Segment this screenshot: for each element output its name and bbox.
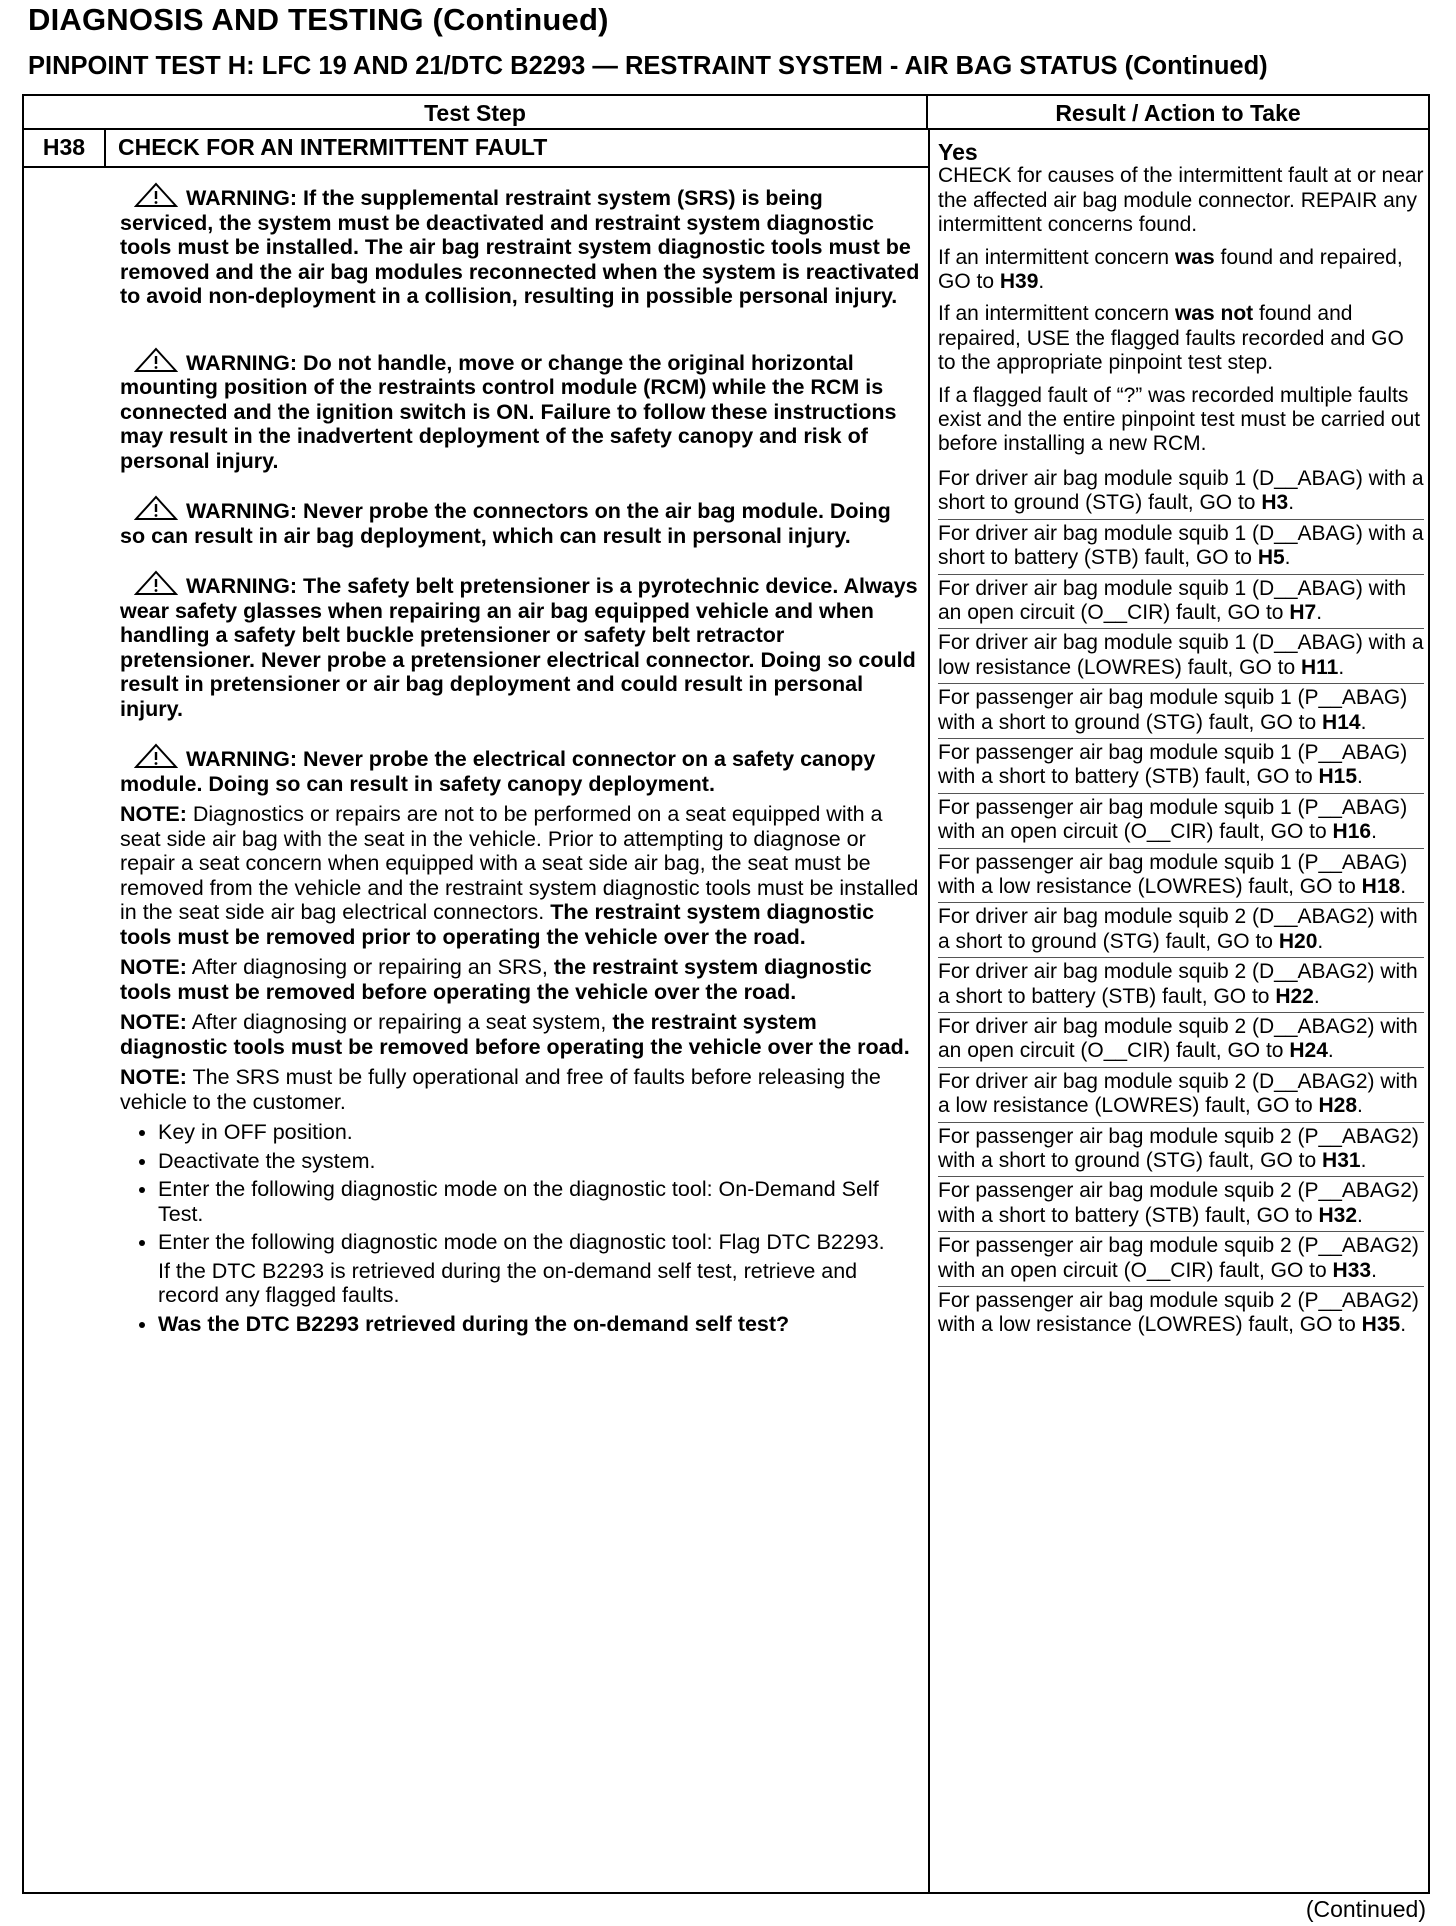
test-step-content xyxy=(120,182,920,1340)
fault-action-item: For driver air bag module squib 2 (D__ABAG2) with a short to ground (STG) fault, GO to H20. xyxy=(938,902,1424,957)
go-to-text: GO to xyxy=(1270,1258,1327,1282)
procedure-question-list xyxy=(120,1312,920,1337)
warning-triangle-icon xyxy=(134,743,178,769)
warning-triangle-icon xyxy=(134,347,178,373)
procedure-step: • Enter the following diagnostic mode on the diagnostic tool: On-Demand Self Test. xyxy=(158,1177,920,1226)
note-text: After diagnosing or repairing a seat system, xyxy=(191,1010,607,1034)
fault-action-list xyxy=(938,465,1424,1341)
fault-description: For driver air bag module squib 2 (D__ABAG2) with a short to battery (STB) fault, xyxy=(938,960,1418,1008)
result-multiple-faults: If a flagged fault of “?” was recorded multiple faults exist and the entire pinpoint test must be carried out before installing a new RCM. xyxy=(938,383,1421,456)
result-text: found and repaired, GO to xyxy=(938,245,1403,294)
note-bold-text: the restraint system diagnostic tools must be removed before operating the vehicle over the road. xyxy=(120,955,872,1004)
page-title: DIAGNOSIS AND TESTING (Continued) xyxy=(28,2,609,37)
note-text: After diagnosing or repairing an SRS, xyxy=(191,955,548,979)
fault-description: For driver air bag module squib 2 (D__ABAG2) with a short to ground (STG) fault, xyxy=(938,905,1418,953)
step-reference: H11 xyxy=(1300,655,1339,679)
result-yes-text: CHECK for causes of the intermittent fault at or near the affected air bag module connector. REPAIR any intermittent concerns found. xyxy=(938,164,1424,237)
result-text: If an intermittent concern xyxy=(938,302,1170,326)
warning-text: WARNING: Do not handle, move or change the original horizontal mounting position of the restraints control module (RCM) while the RCM is connected and the ignition switch is ON. Failure to follow these instructions may result in the inadvertent deployment of the safety canopy and risk of personal injury. xyxy=(120,350,897,473)
procedure-question: • Was the DTC B2293 retrieved during the on-demand self test? xyxy=(158,1312,920,1337)
warning-srs xyxy=(120,182,920,309)
warning-triangle-icon xyxy=(134,495,178,521)
fault-action-item: For driver air bag module squib 2 (D__ABAG2) with a short to battery (STB) fault, GO to H22. xyxy=(938,957,1424,1012)
warning-rcm xyxy=(120,347,920,474)
go-to-text: GO to xyxy=(1195,546,1252,570)
note-label: NOTE: xyxy=(120,1010,187,1034)
fault-description: For driver air bag module squib 1 (D__ABAG) with an open circuit (O__CIR) fault, xyxy=(938,576,1407,624)
go-to-text: GO to xyxy=(1256,1203,1313,1227)
procedure-substep: If the DTC B2293 is retrieved during the on-demand self test, retrieve and record any flagged faults. xyxy=(158,1258,858,1307)
go-to-text: GO to xyxy=(1299,874,1356,898)
warning-text: WARNING: Never probe the connectors on the air bag module. Doing so can result in air bag deployment, which can result in personal injury. xyxy=(120,499,891,548)
warning-pretensioner xyxy=(120,570,920,721)
fault-description: For driver air bag module squib 2 (D__ABAG2) with a low resistance (LOWRES) fault, xyxy=(938,1069,1418,1118)
step-reference: H32 xyxy=(1318,1203,1358,1227)
go-to-text: GO to xyxy=(1216,929,1273,953)
procedure-steps xyxy=(120,1120,920,1255)
header-test-step: Test Step xyxy=(24,96,928,130)
pinpoint-test-title: PINPOINT TEST H: LFC 19 AND 21/DTC B2293 — RESTRAINT SYSTEM - AIR BAG STATUS (Continued) xyxy=(28,52,1268,80)
procedure-step: • Key in OFF position. xyxy=(158,1120,920,1145)
result-yes-label: Yes xyxy=(938,139,978,165)
result-found: If an intermittent concern was found and repaired, GO to H39. xyxy=(938,245,1403,294)
step-reference: H35 xyxy=(1361,1313,1401,1337)
note-bold-text: the restraint system diagnostic tools must be removed before operating the vehicle over the road. xyxy=(120,1010,910,1059)
procedure-step: • Deactivate the system. xyxy=(158,1149,920,1174)
step-reference: H5 xyxy=(1257,546,1285,570)
fault-action-item: For driver air bag module squib 2 (D__ABAG2) with a low resistance (LOWRES) fault, GO to H28. xyxy=(938,1067,1424,1122)
note-after-seat xyxy=(120,1010,920,1059)
note-after-srs xyxy=(120,955,920,1004)
warning-triangle-icon xyxy=(134,570,178,596)
fault-action-item: For driver air bag module squib 2 (D__ABAG2) with an open circuit (O__CIR) fault, GO to H24. xyxy=(938,1012,1424,1067)
step-row xyxy=(24,128,930,168)
step-reference: H18 xyxy=(1361,874,1401,898)
note-bold-text: The restraint system diagnostic tools must be removed prior to operating the vehicle over the road. xyxy=(120,900,875,949)
note-text: The SRS must be fully operational and free of faults before releasing the vehicle to the customer. xyxy=(120,1065,881,1114)
step-reference: H14 xyxy=(1322,710,1361,734)
header-result-action: Result / Action to Take xyxy=(928,96,1428,130)
go-to-text: GO to xyxy=(1256,765,1313,789)
result-action-content xyxy=(938,140,1424,1341)
step-reference: H39 xyxy=(999,270,1039,294)
step-reference: H31 xyxy=(1322,1149,1361,1173)
step-reference: H16 xyxy=(1332,820,1372,844)
result-text: found and repaired, USE the flagged faults recorded and GO to the appropriate pinpoint test step. xyxy=(938,302,1404,375)
go-to-text: GO to xyxy=(1213,984,1270,1008)
go-to-text: GO to xyxy=(1260,710,1317,734)
step-reference: H33 xyxy=(1332,1258,1372,1282)
fault-description: For passenger air bag module squib 2 (P__ABAG2) with a low resistance (LOWRES) fault, xyxy=(938,1289,1419,1337)
note-text: Diagnostics or repairs are not to be performed on a seat equipped with a seat side air bag with the seat in the vehicle. Prior to attempting to diagnose or repair a seat concern when equipped with a seat side air bag, the seat must be removed from the vehicle and the restraint system diagnostic tools must be installed in the seat side air bag electrical connectors. xyxy=(120,802,919,924)
step-reference: H28 xyxy=(1318,1094,1358,1118)
fault-description: For passenger air bag module squib 1 (P__ABAG) with an open circuit (O__CIR) fault, xyxy=(938,795,1408,844)
fault-action-item: For passenger air bag module squib 1 (P__ABAG) with a short to ground (STG) fault, GO to H14. xyxy=(938,683,1424,738)
fault-action-item: For driver air bag module squib 1 (D__ABAG) with a short to battery (STB) fault, GO to H5. xyxy=(938,519,1424,574)
column-divider xyxy=(928,128,930,1894)
fault-action-item: For passenger air bag module squib 1 (P__ABAG) with a short to battery (STB) fault, GO to H15. xyxy=(938,738,1424,793)
go-to-text: GO to xyxy=(1239,655,1296,679)
fault-description: For driver air bag module squib 1 (D__ABAG) with a short to ground (STG) fault, xyxy=(938,466,1424,515)
step-reference: H20 xyxy=(1278,929,1318,953)
procedure-step: • Enter the following diagnostic mode on the diagnostic tool: Flag DTC B2293. xyxy=(158,1230,920,1255)
fault-action-item: For driver air bag module squib 1 (D__ABAG) with a short to ground (STG) fault, GO to H3. xyxy=(938,466,1424,515)
fault-action-item: For driver air bag module squib 1 (D__ABAG) with an open circuit (O__CIR) fault, GO to H7. xyxy=(938,574,1424,629)
step-reference: H15 xyxy=(1318,765,1358,789)
result-text: If an intermittent concern xyxy=(938,245,1170,269)
fault-action-item: For passenger air bag module squib 1 (P__ABAG) with an open circuit (O__CIR) fault, GO to H16. xyxy=(938,793,1424,848)
fault-action-item: For passenger air bag module squib 2 (P__ABAG2) with a short to battery (STB) fault, GO to H32. xyxy=(938,1176,1424,1231)
step-reference: H24 xyxy=(1289,1039,1328,1063)
continued-label: (Continued) xyxy=(1305,1896,1426,1922)
fault-action-item: For passenger air bag module squib 2 (P__ABAG2) with a short to ground (STG) fault, GO to H31. xyxy=(938,1122,1424,1177)
go-to-text: GO to xyxy=(1199,491,1256,515)
fault-description: For passenger air bag module squib 1 (P__ABAG) with a short to battery (STB) fault, xyxy=(938,740,1408,789)
fault-action-item: For driver air bag module squib 1 (D__ABAG) with a low resistance (LOWRES) fault, GO to H11. xyxy=(938,628,1424,683)
pinpoint-test-table xyxy=(22,94,1430,1894)
fault-description: For driver air bag module squib 1 (D__ABAG) with a low resistance (LOWRES) fault, xyxy=(938,631,1424,679)
fault-description: For driver air bag module squib 2 (D__ABAG2) with an open circuit (O__CIR) fault, xyxy=(938,1015,1418,1063)
step-reference: H7 xyxy=(1289,600,1317,624)
note-label: NOTE: xyxy=(120,1065,187,1089)
fault-action-item: For passenger air bag module squib 2 (P__ABAG2) with a low resistance (LOWRES) fault, GO to H35. xyxy=(938,1286,1424,1341)
note-srs-operational xyxy=(120,1065,920,1114)
warning-safety-canopy xyxy=(120,743,920,796)
fault-action-item: For passenger air bag module squib 2 (P__ABAG2) with an open circuit (O__CIR) fault, GO to H33. xyxy=(938,1231,1424,1286)
result-not-found xyxy=(938,302,1424,375)
go-to-text: GO to xyxy=(1227,1039,1284,1063)
warning-text: WARNING: If the supplemental restraint system (SRS) is being serviced, the system must be deactivated and restraint system diagnostic tools must be installed. The air bag restraint system diagnostic tools must be removed and the air bag modules reconnected when the system is reactivated to avoid non-deployment in a collision, resulting in possible personal injury. xyxy=(120,186,920,308)
step-name: CHECK FOR AN INTERMITTENT FAULT xyxy=(118,134,548,160)
note-label: NOTE: xyxy=(120,802,187,826)
go-to-text: GO to xyxy=(1270,820,1327,844)
go-to-text: GO to xyxy=(1260,1149,1317,1173)
result-bold-text: was xyxy=(1174,245,1215,269)
go-to-text: GO to xyxy=(1256,1094,1313,1118)
result-bold-text: was not xyxy=(1174,302,1254,326)
note-seat-side-airbag xyxy=(120,802,920,949)
warning-text: WARNING: The safety belt pretensioner is a pyrotechnic device. Always wear safety glasses when repairing an air bag equipped vehicle and when handling a safety belt buckle pretensioner or safety belt retractor pretensioner. Never probe a pretensioner electrical connector. Doing so could result in pretensioner or air bag deployment and could result in personal injury. xyxy=(120,574,918,721)
go-to-text: GO to xyxy=(1227,600,1284,624)
step-id: H38 xyxy=(24,128,106,166)
step-reference: H3 xyxy=(1261,491,1289,515)
note-label: NOTE: xyxy=(120,955,187,979)
fault-description: For driver air bag module squib 1 (D__ABAG) with a short to battery (STB) fault, xyxy=(938,521,1424,570)
warning-triangle-icon xyxy=(134,182,178,208)
step-reference: H22 xyxy=(1275,984,1314,1008)
fault-description: For passenger air bag module squib 2 (P__ABAG2) with a short to ground (STG) fault, xyxy=(938,1124,1419,1173)
fault-description: For passenger air bag module squib 1 (P__ABAG) with a short to ground (STG) fault, xyxy=(938,686,1408,734)
warning-text: WARNING: Never probe the electrical connector on a safety canopy module. Doing so can result in safety canopy deployment. xyxy=(120,747,876,796)
fault-description: For passenger air bag module squib 1 (P__ABAG) with a low resistance (LOWRES) fault, xyxy=(938,850,1408,898)
fault-description: For passenger air bag module squib 2 (P__ABAG2) with a short to battery (STB) fault, xyxy=(938,1179,1419,1227)
fault-action-item: For passenger air bag module squib 1 (P__ABAG) with a low resistance (LOWRES) fault, GO to H18. xyxy=(938,848,1424,903)
go-to-text: GO to xyxy=(1299,1313,1356,1337)
fault-description: For passenger air bag module squib 2 (P__ABAG2) with an open circuit (O__CIR) fault, xyxy=(938,1234,1419,1282)
warning-airbag-connectors xyxy=(120,495,920,548)
